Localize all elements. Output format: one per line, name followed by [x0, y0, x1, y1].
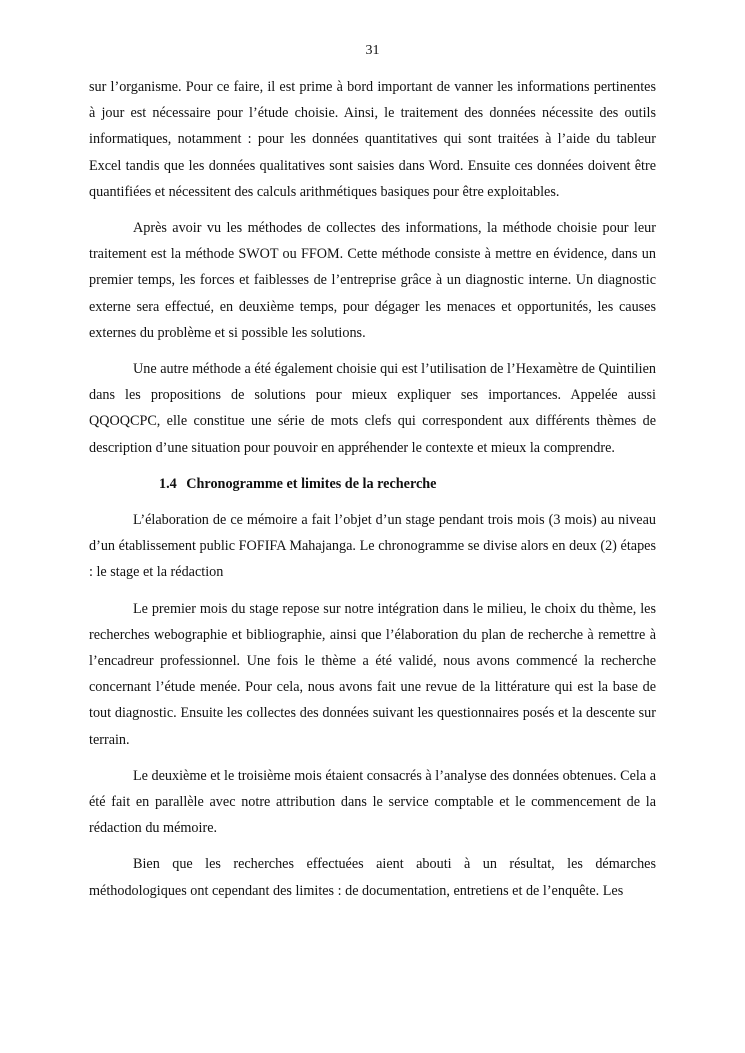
- page-number: 31: [365, 43, 380, 58]
- section-heading: [89, 471, 656, 497]
- paragraph-limites: Bien que les recherches effectuées aient abouti à un résultat, les démarches méthodologiques ont cependant des limites : de documentation, entretiens et de l’enquête. Les: [89, 856, 656, 899]
- section-title: Chronogramme et limites de la recherche: [186, 475, 437, 492]
- paragraph-swot-method: Après avoir vu les méthodes de collectes des informations, la méthode choisie pour leur traitement est la méthode SWOT ou FFOM. Cette méthode consiste à mettre en évidence, dans un premier temps, les forces et faiblesses de l’entreprise grâce à un diagnostic interne. Un diagnostic externe sera effectué, en deuxième temps, pour dégager les menaces et opportunités, les causes externes du problème et si possible les solutions.: [89, 220, 656, 341]
- paragraph-premier-mois: Le premier mois du stage repose sur notre intégration dans le milieu, le choix du thème, les recherches webographie et bibliographie, ainsi que l’élaboration du plan de recherche à remettre à l’encadreur professionnel. Une fois le thème a été validé, nous avons commencé la recherche concernant l’étude menée. Pour cela, nous avons fait une revue de la littérature qui est la base de tout diagnostic. Ensuite les collectes des données suivant les questionnaires posés et la descente sur terrain.: [89, 600, 656, 748]
- paragraph-continuation: sur l’organisme. Pour ce faire, il est prime à bord important de vanner les informations pertinentes à jour est nécessaire pour l’étude choisie. Ainsi, le traitement des données nécessite des outils informatiques, notamment : pour les données quantitatives qui sont traitées à l’aide du tableur Excel tandis que les données qualitatives sont saisies dans Word. Ensuite ces données doivent être quantifiées et nécessitent des calculs arithmétiques basiques pour être exploitables.: [89, 79, 656, 200]
- body-text: [89, 74, 656, 904]
- paragraph-hexametre: Une autre méthode a été également choisie qui est l’utilisation de l’Hexamètre de Quintilien dans les propositions de solutions pour mieux expliquer ses importances. Appelée aussi QQOQCPC, elle constitue une série de mots clefs qui correspondent aux différents thèmes de description d’une situation pour pouvoir en appréhender le contexte et mieux la comprendre.: [89, 361, 656, 456]
- paragraph-deuxieme-mois: Le deuxième et le troisième mois étaient consacrés à l’analyse des données obtenues. Cela a été fait en parallèle avec notre attribution dans le service comptable et le commencement de la rédaction du mémoire.: [89, 767, 656, 837]
- section-number: 1.4: [159, 475, 177, 492]
- paragraph-elaboration: L’élaboration de ce mémoire a fait l’objet d’un stage pendant trois mois (3 mois) au niveau d’un établissement public FOFIFA Mahajanga. Le chronogramme se divise alors en deux (2) étapes : le stage et la rédaction: [89, 512, 656, 581]
